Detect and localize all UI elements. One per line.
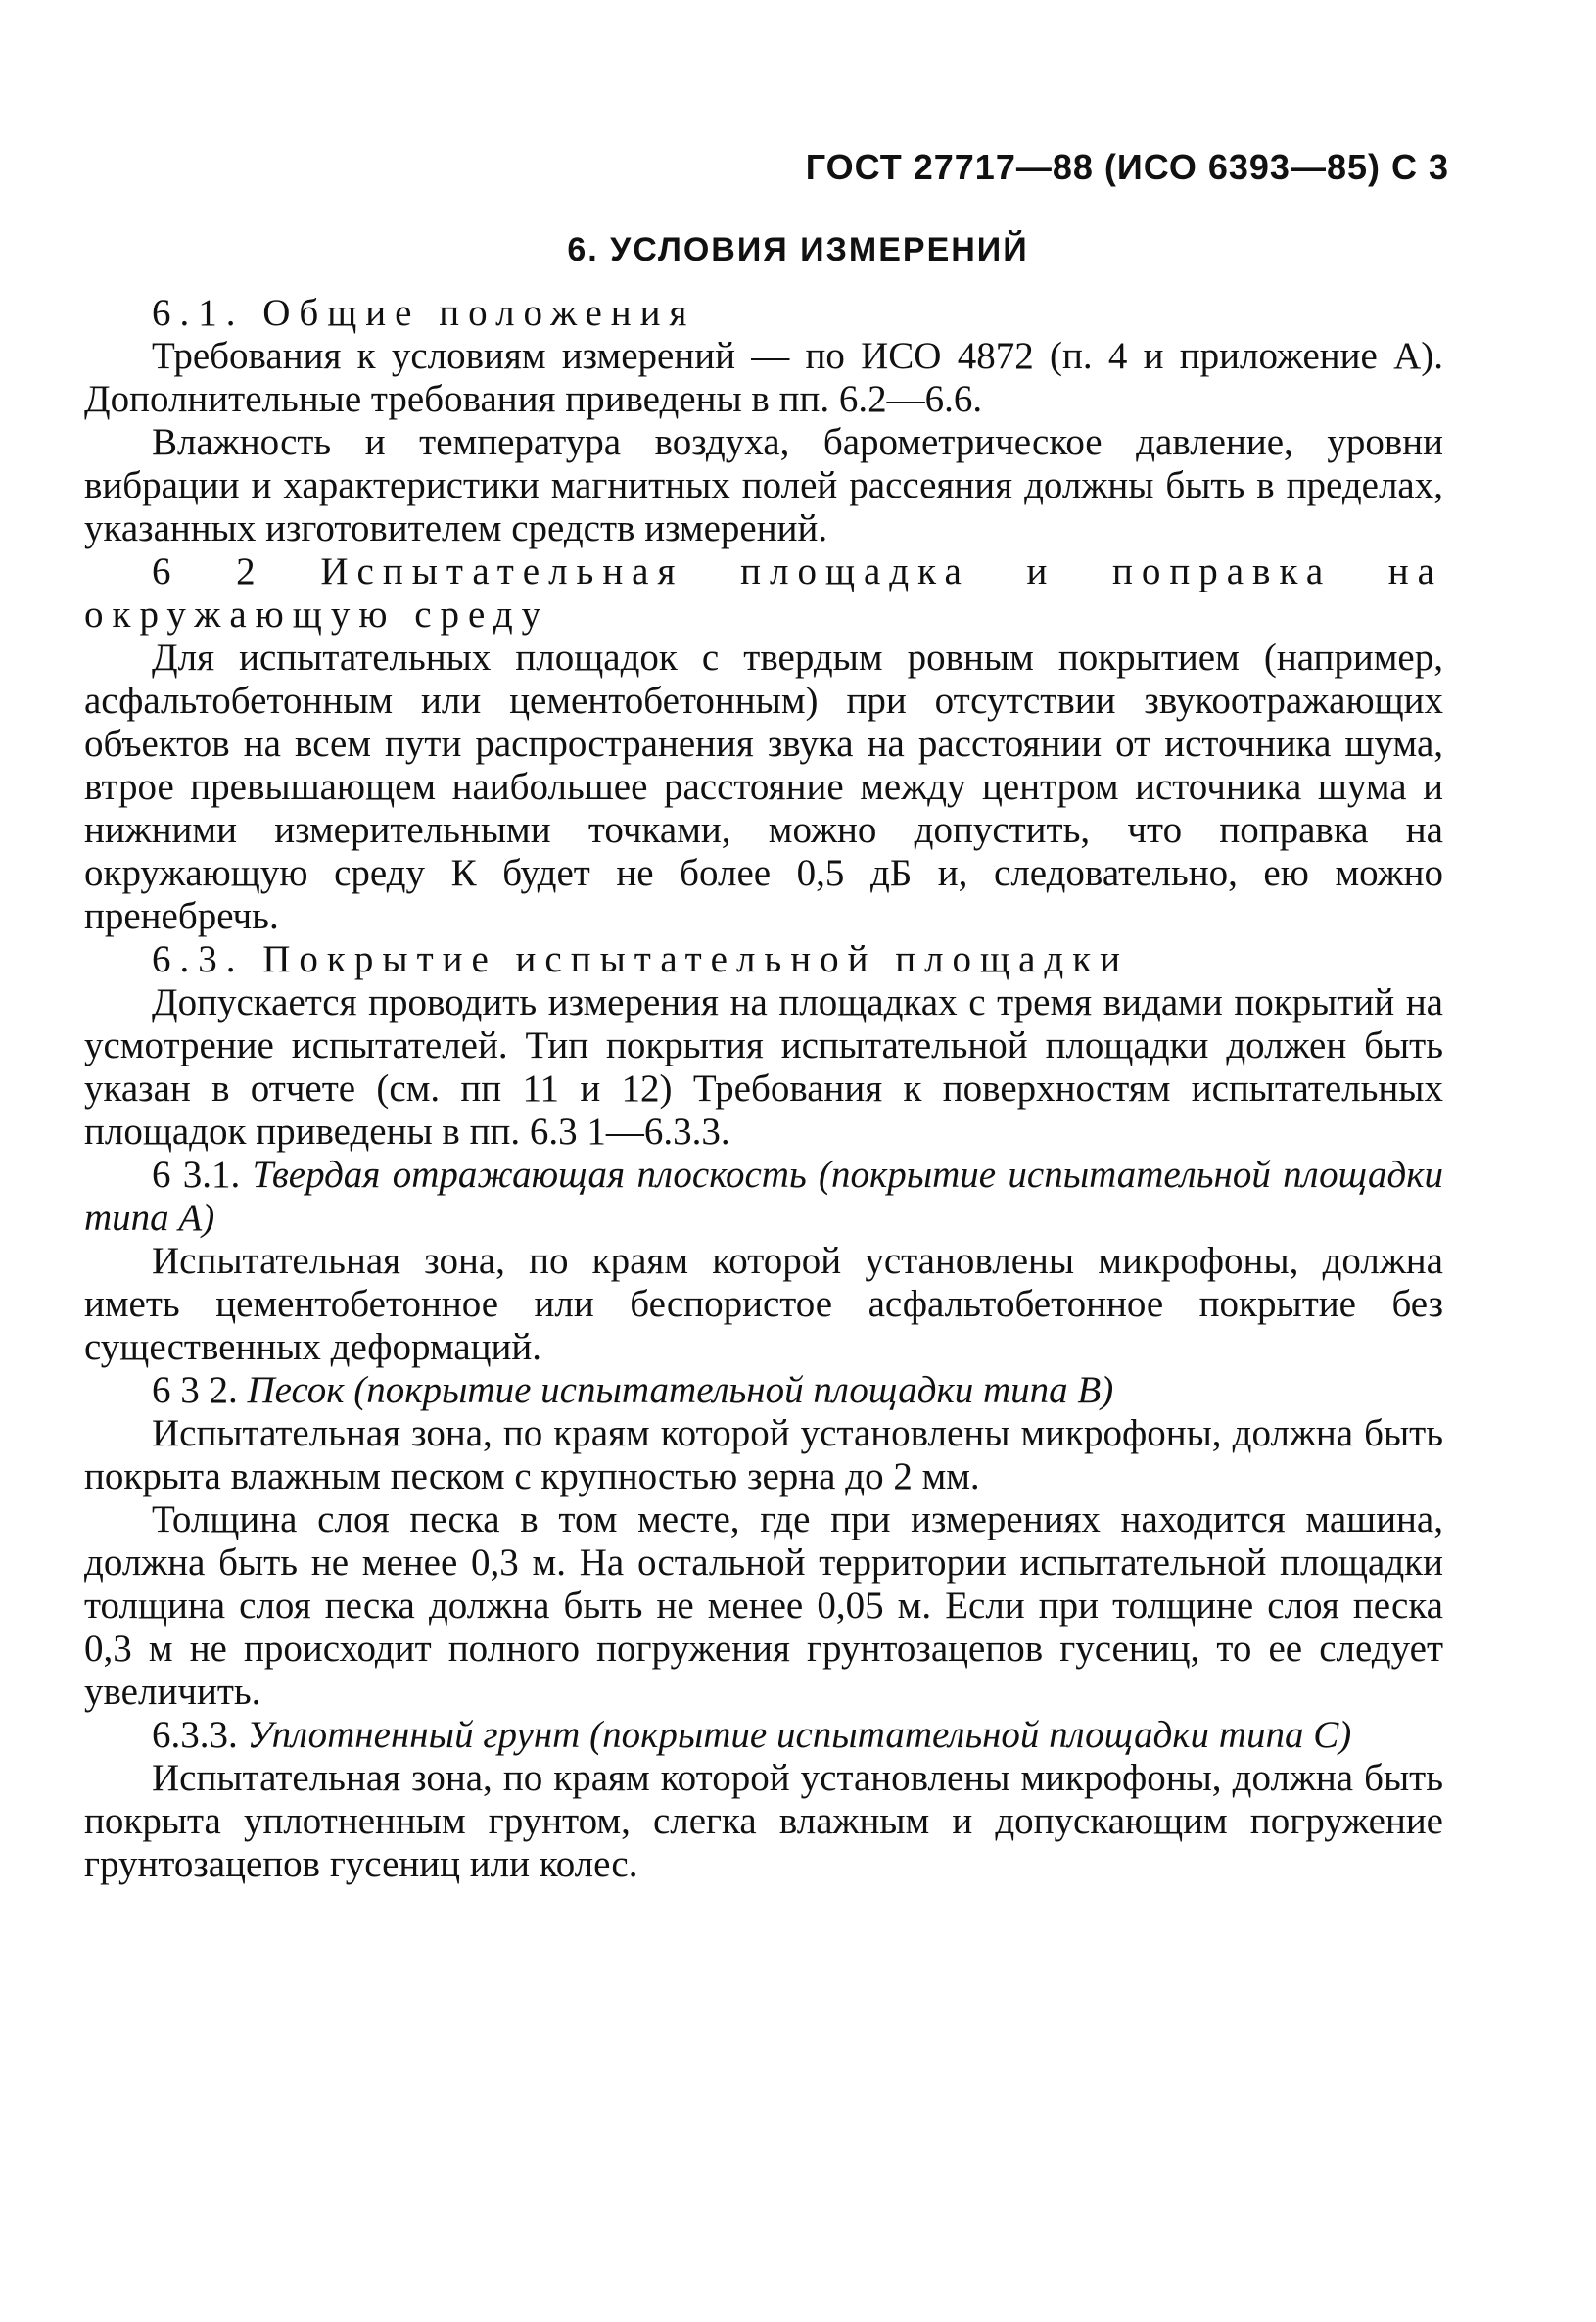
clause-6-3-3-title: Уплотненный грунт (покрытие испытательной площадки типа С) [247, 1714, 1352, 1756]
clause-6-3-3-heading [84, 1714, 1443, 1757]
clause-6-1-heading: 6.1. Общие положения [152, 292, 696, 334]
clause-6-3-2-text-2: Толщина слоя песка в том месте, где при измерениях находится машина, должна быть не менее 0,3 м. На остальной территории испытательной площадки толщина слоя песка должна быть не менее 0,05 м. Если при толщине слоя песка 0,3 м не происходит полного погружения грунтозацепов гусениц, то ее следует увеличить. [84, 1498, 1443, 1713]
section-title: 6. УСЛОВИЯ ИЗМЕРЕНИЙ [567, 231, 1029, 268]
clause-6-2-heading: 6 2 Испытательная площадка и поправка на окружающую среду [84, 550, 1443, 636]
clause-6-3-text: Допускается проводить измерения на площадках с тремя видами покрытий на усмотрение испытателей. Тип покрытия испытательной площадки должен быть указан в отчете (см. пп 11 и 12) Требования к поверхностям испытательных площадок приведены в пп. 6.3 1—6.3.3. [84, 981, 1443, 1153]
clause-6-3-2-text: Испытательная зона, по краям которой установлены микрофоны, должна быть покрыта влажным песком с крупностью зерна до 2 мм. [84, 1412, 1443, 1497]
clause-6-1-text: Требования к условиям измерений — по ИСО 4872 (п. 4 и приложение А). Дополнительные требования приведены в пп. 6.2—6.6. [84, 335, 1443, 420]
page-header: ГОСТ 27717—88 (ИСО 6393—85) С 3 [805, 147, 1449, 187]
clause-6-1-text-2: Влажность и температура воздуха, барометрическое давление, уровни вибрации и характеристики магнитных полей рассеяния должны быть в пределах, указанных изготовителем средств измерений. [84, 421, 1443, 549]
clause-6-3-3-text: Испытательная зона, по краям которой установлены микрофоны, должна быть покрыта уплотненным грунтом, слегка влажным и допускающим погружение грунтозацепов гусениц или колес. [84, 1757, 1443, 1885]
clause-6-3-1-title: Твердая отражающая плоскость (покрытие испытательной площадки типа А) [84, 1154, 1443, 1239]
clause-6-3-heading: 6.3. Покрытие испытательной площадки [152, 938, 1130, 980]
clause-6-3-1-heading [84, 1154, 1443, 1240]
clause-6-3-1-number: 6 3.1. [152, 1154, 241, 1196]
clause-6-3-1-text: Испытательная зона, по краям которой установлены микрофоны, должна иметь цементобетонное или беспористое асфальтобетонное покрытие без существенных деформаций. [84, 1240, 1443, 1368]
clause-6-3-2-number: 6 3 2. [152, 1369, 238, 1411]
clause-6-3-3-number: 6.3.3. [152, 1714, 238, 1756]
clause-6-2-text: Для испытательных площадок с твердым ровным покрытием (например, асфальтобетонным или цементобетонным) при отсутствии звукоотражающих объектов на всем пути распространения звука на расстоянии от источника шума, втрое превышающем наибольшее расстояние между центром источника шума и нижними измерительными точками, можно допустить, что поправка на окружающую среду К будет не более 0,5 дБ и, следовательно, ею можно пренебречь. [84, 637, 1443, 937]
clause-6-3-2-heading [84, 1369, 1443, 1412]
clause-6-3-2-title: Песок (покрытие испытательной площадки типа В) [247, 1369, 1114, 1411]
document-body [84, 292, 1443, 1886]
